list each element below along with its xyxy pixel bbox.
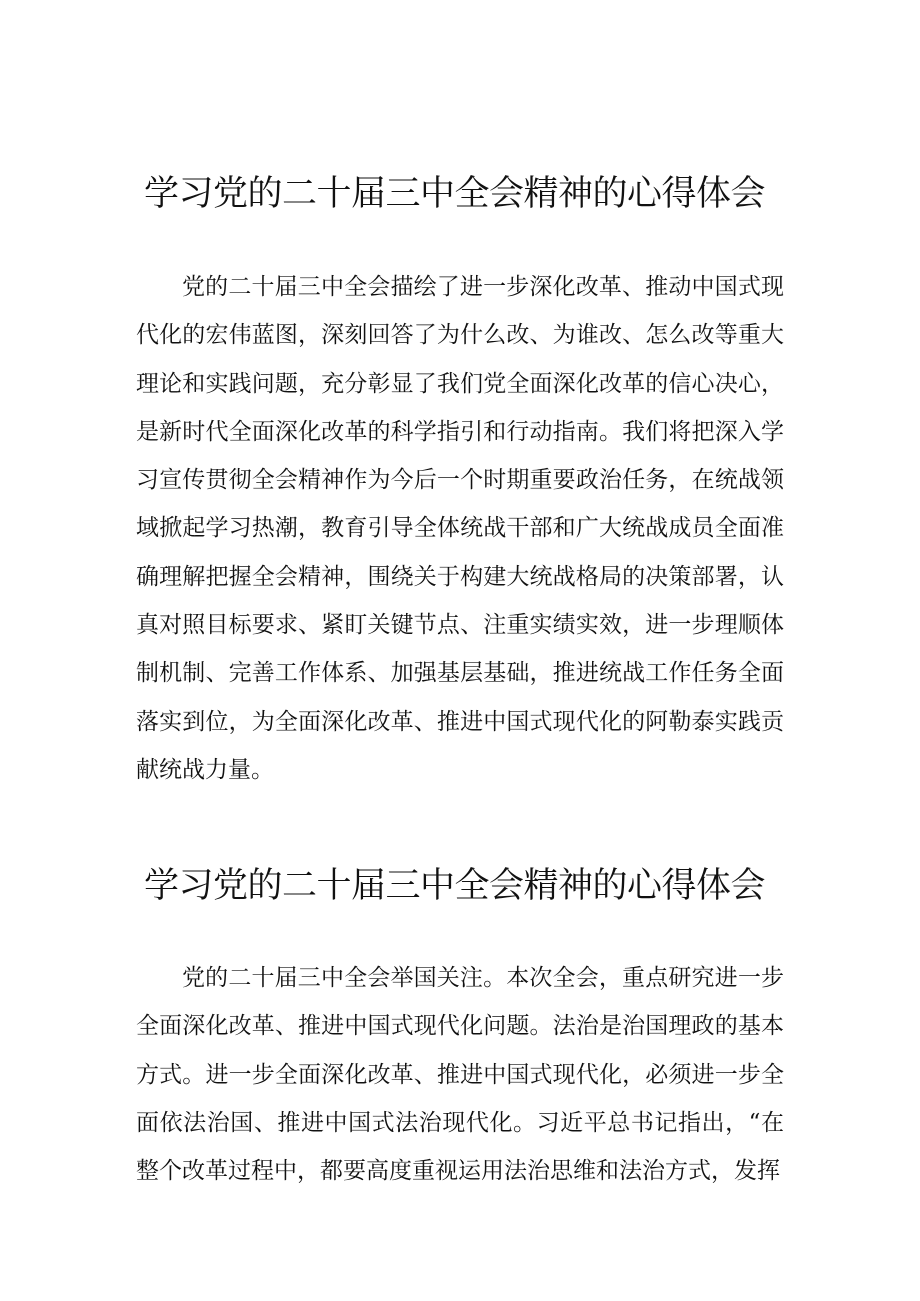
essay-title: 学习党的二十届三中全会精神的心得体会 xyxy=(144,866,766,906)
essay-paragraph: 党的二十届三中全会举国关注。本次全会，重点研究进一步全面深化改革、推进中国式现代化问题。法治是治国理政的基本方式。进一步全面深化改革、推进中国式现代化，必须进一步全面依法治国、推进中国式法治现代化。习近平总书记指出，“在整个改革过程中，都要高度重视运用法治思维和法治方式，发挥 xyxy=(136,965,784,1185)
essay-section-2 xyxy=(136,862,784,1195)
essay-section-1 xyxy=(136,170,784,794)
essay-title: 学习党的二十届三中全会精神的心得体会 xyxy=(144,174,766,214)
essay-paragraph: 党的二十届三中全会描绘了进一步深化改革、推动中国式现代化的宏伟蓝图，深刻回答了为什么改、为谁改、怎么改等重大理论和实践问题，充分彰显了我们党全面深化改革的信心决心，是新时代全面深化改革的科学指引和行动指南。我们将把深入学习宣传贯彻全会精神作为今后一个时期重要政治任务，在统战领域掀起学习热潮，教育引导全体统战干部和广大统战成员全面准确理解把握全会精神，围绕关于构建大统战格局的决策部署，认真对照目标要求、紧盯关键节点、注重实绩实效，进一步理顺体制机制、完善工作体系、加强基层基础，推进统战工作任务全面落实到位，为全面深化改革、推进中国式现代化的阿勒泰实践贡献统战力量。 xyxy=(136,274,784,783)
